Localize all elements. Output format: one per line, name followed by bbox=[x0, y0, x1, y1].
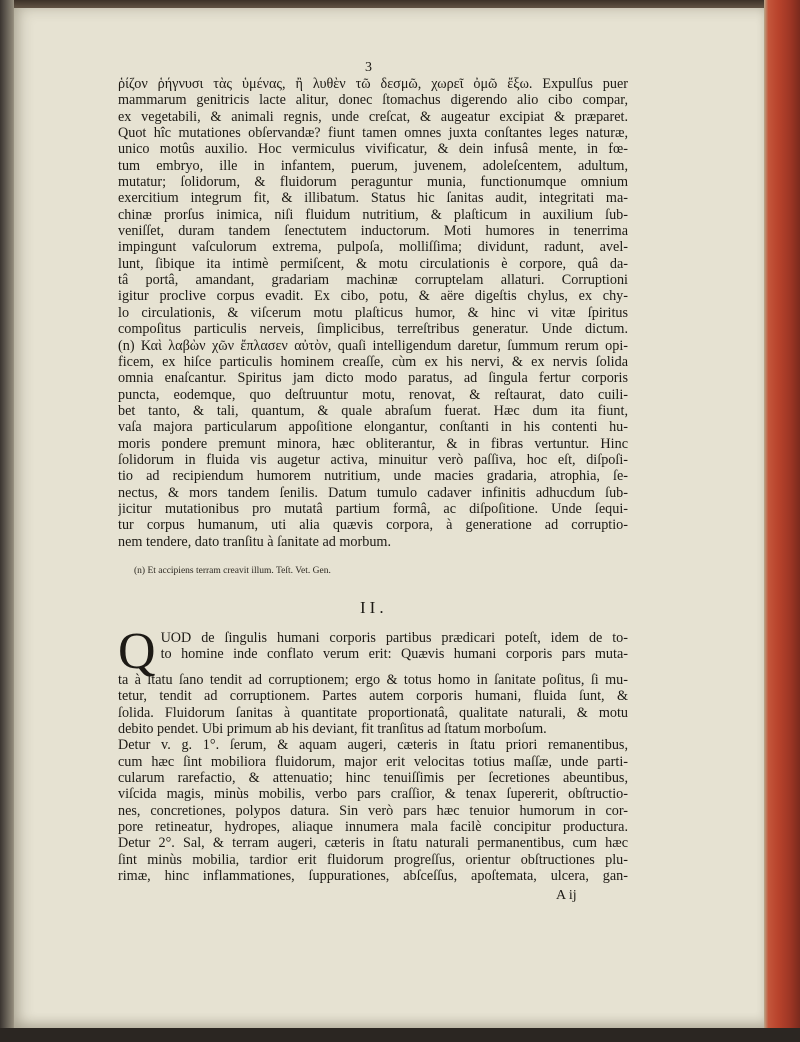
text-line: tetur, tendit ad corruptionem. Partes autem corporis humani, fluida ſunt, & bbox=[118, 688, 628, 705]
text-line: tum embryo, ille in infantem, puerum, juvenem, adoleſcentem, adultum, bbox=[118, 157, 628, 174]
text-line: Detur v. g. 1°. ſerum, & aquam augeri, cæteris in ſtatu priori remanentibus, bbox=[118, 737, 628, 754]
text-line: ex vegetabili, & animali regnis, unde creſcat, & augeatur excipiat & præparet. bbox=[118, 108, 628, 125]
text-line: nem tendere, dato tranſitu à ſanitate ad morbum. bbox=[118, 533, 392, 550]
text-line: UOD de ſingulis humani corporis partibus prædicari poteſt, idem de to- bbox=[160, 630, 628, 646]
text-line: moris pondere premunt minora, hæc obliterantur, & in fibras vertuntur. Hinc bbox=[118, 435, 628, 452]
text-line: impingunt vaſculorum extrema, pulpoſa, molliſſima; dividunt, radunt, avel- bbox=[118, 239, 628, 256]
text-line: lunt, ſibique ita intimè permiſcent, & motu circulationis è corpore, quâ da- bbox=[118, 255, 628, 272]
text-line: mutatur; ſolidorum, & fluidorum peraguntur munia, functionumque omnium bbox=[118, 174, 628, 191]
text-line: tur corpus humanum, uti alia quævis corpora, à generatione ad corruptio- bbox=[118, 517, 628, 534]
text-line: viſcida magis, minùs mobilis, verbo pars craſſior, & tenax ſupererit, obſtructio- bbox=[118, 786, 628, 803]
red-page-edges bbox=[764, 0, 800, 1042]
text-line: Detur 2°. Sal, & terram augeri, cæteris in ſtatu naturali permanentibus, cum hæc bbox=[118, 835, 628, 852]
footnote: (n) Et accipiens terram creavit illum. Teſt. Vet. Gen. bbox=[134, 566, 331, 576]
text-line: cum hæc ſint mobiliora fluidorum, major erit velocitas totius maſſæ, unde parti- bbox=[118, 753, 628, 770]
text-line: vaſa majora particularum appoſitione elongantur, conſtanti in his contenti hu- bbox=[118, 419, 628, 436]
text-line: nes, concretiones, polypos datura. Sin verò pars hæc tenuior humorum in cor- bbox=[118, 802, 628, 819]
text-line: ficem, ex hiſce particulis hominem creaſſe, cùm ex his nervi, & ex nervis ſolida bbox=[118, 353, 628, 370]
page-number: 3 bbox=[365, 60, 372, 75]
text-line: bet tanto, & tali, quantum, & quale abraſum fuerat. Hæc dum ita fiunt, bbox=[118, 402, 628, 419]
text-line: to homine inde conflato verum erit: Quævis humani corporis pars muta- bbox=[160, 646, 628, 663]
text-line: tâ portâ, amandant, gradariam machinæ corruptelam allaturi. Corruptioni bbox=[118, 272, 628, 289]
text-line: exercitium integrum fit, & illibatum. Status hic ſanitas audit, integritati ma- bbox=[118, 190, 628, 207]
text-line: mammarum genitricis lacte alitur, donec ſtomachus digerendo alio cibo compar, bbox=[118, 92, 628, 109]
text-line: ta à ſtatu ſano tendit ad corruptionem; ergo & totus homo in ſanitate poſitus, ſi mu- bbox=[118, 672, 628, 688]
drop-cap: Q bbox=[118, 623, 156, 680]
text-line: ſint minùs mobilia, tardior erit fluidorum progreſſus, orientur obſtructiones plu- bbox=[118, 851, 628, 868]
bottom-edge bbox=[0, 1028, 800, 1042]
text-line: debito pendet. Ubi primum ab his deviant, fit tranſitus ad ſtatum morboſum. bbox=[118, 721, 547, 738]
text-line: veniſſet, duram tandem ſenectutem inductorum. Moti humores in tenerrima bbox=[118, 223, 628, 240]
text-line: nectus, & mors tandem ſenilis. Datum tumulo cadaver infinitis adhucdum ſub- bbox=[118, 484, 628, 501]
text-line: chinæ prorſus inimica, niſi fluidum nutritium, & plaſticum in auxilium ſub- bbox=[118, 206, 628, 223]
text-line: jicitur mutationibus pro mutatâ partium formâ, ac diſpoſitione. Unde ſequi- bbox=[118, 500, 628, 517]
text-line: cularum rarefactio, & attenuatio; hinc tenuiſſimis per ſecretiones abeuntibus, bbox=[118, 770, 628, 787]
text-line: Quot hîc mutationes obſervandæ? fiunt tamen omnes juxta conſtantes leges naturæ, bbox=[118, 125, 628, 142]
text-line: igitur proclive corpus evadit. Ex cibo, potu, & aëre digeſtis chylus, ex chy- bbox=[118, 288, 628, 305]
signature-mark: A ij bbox=[556, 888, 577, 903]
text-line: lo circulationis, & viſcerum motu plaſticus humor, & hinc vi vitæ ſpiritus bbox=[118, 304, 628, 321]
text-line: unico motûs auxilio. Hoc vermiculus vivificatur, & dein infusâ mente, in fœ- bbox=[118, 141, 628, 158]
text-line: ῥίζον ῥήγνυσι τὰς ὑμένας, ἢ λυθὲν τῶ δεσμῶ, χωρεῖ ὀμῶ ἔξω. Expulſus puer bbox=[118, 76, 628, 92]
section-heading: II. bbox=[360, 598, 388, 617]
text-line: omnia enaſcantur. Spiritus jam dicto modo paratus, ad ſingula fertur corporis bbox=[118, 370, 628, 387]
paragraph-1 bbox=[118, 76, 628, 550]
text-line: ſolidorum in fluida vis augetur activa, minuitur verò paſſiva, hoc eſt, diſpoſi- bbox=[118, 451, 628, 468]
text-line: (n) Καὶ λαβὼν χῶν ἔπλασεν αὐτὸν, quaſi intelligendum daretur, ſummum rerum opi- bbox=[118, 337, 628, 354]
paragraph-2 bbox=[118, 623, 628, 885]
text-line: tio ad recipiendum humorem nutritium, unde macies gradaria, atrophia, ſe- bbox=[118, 468, 628, 485]
text-line: puncta, eodemque, quo deſtruuntur motu, renovat, & reſtaurat, dato cuili- bbox=[118, 386, 628, 403]
text-line: pore retineatur, hydropes, aliaque innumera mala facilè concipitur productura. bbox=[118, 819, 628, 836]
text-line: rimæ, hinc inflammationes, ſuppurationes, abſceſſus, apoſtemata, ulcera, gan- bbox=[118, 868, 628, 885]
text-line: ſolida. Fluidorum ſanitas à quantitate proportionatâ, qualitate naturali, & motu bbox=[118, 704, 628, 721]
text-line: compoſitus particulis nerveis, ſimplicibus, terreſtribus generatur. Unde dictum. bbox=[118, 321, 628, 338]
